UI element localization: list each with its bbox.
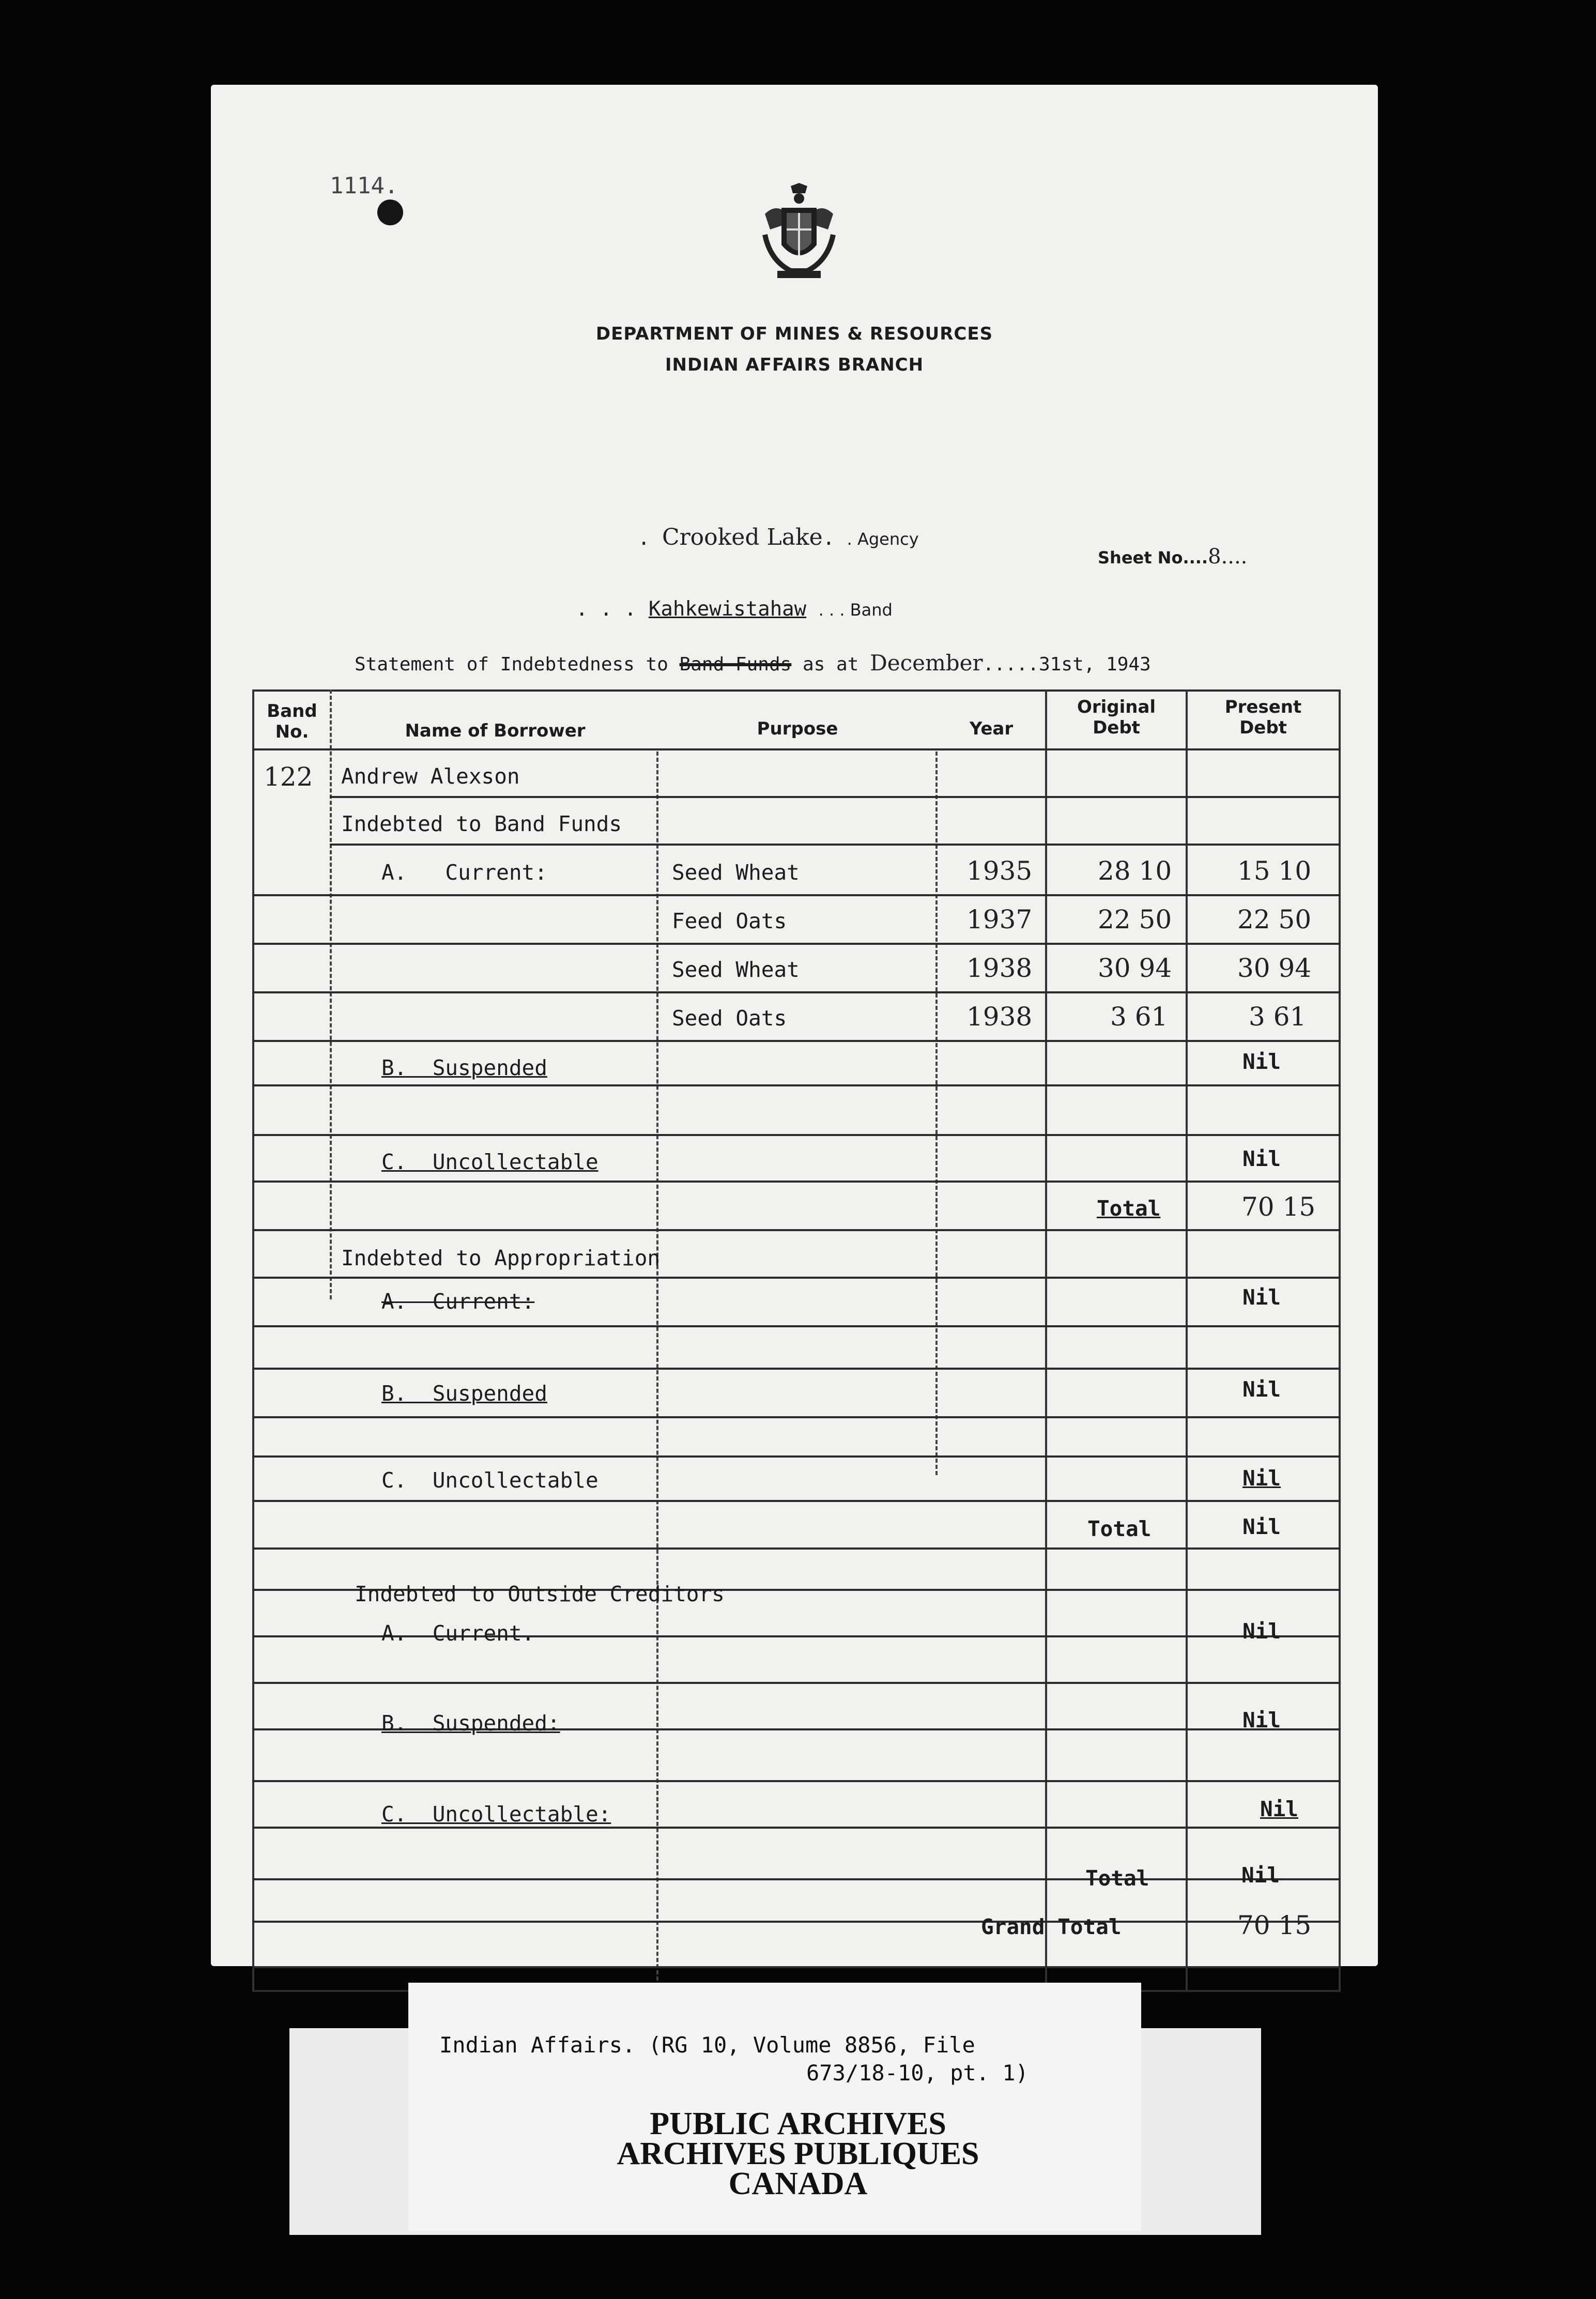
s2-total-label: Total xyxy=(1087,1516,1152,1541)
grand-total-label: Grand Total xyxy=(981,1914,1122,1939)
s1-current-label: A. Current: xyxy=(381,860,547,885)
s2-suspended-label: B. Suspended xyxy=(381,1381,547,1406)
row4-present: 3 61 xyxy=(1249,1002,1307,1032)
document-sheet xyxy=(211,85,1378,1966)
statement-label: Statement of Indebtedness to xyxy=(355,654,668,675)
row1-present: 15 10 xyxy=(1237,856,1312,886)
sheet-label: Sheet No.... xyxy=(1098,548,1208,568)
header-present-debt: Present Debt xyxy=(1224,697,1302,738)
row-line xyxy=(252,991,1341,993)
row-line xyxy=(252,1325,1341,1327)
source-citation-line2: 673/18-10, pt. 1) xyxy=(806,2060,1029,2086)
section-band-funds: Indebted to Band Funds xyxy=(341,811,622,836)
band-number: 122 xyxy=(264,762,313,792)
row3-original: 30 94 xyxy=(1098,953,1172,983)
row1-year: 1935 xyxy=(966,856,1033,886)
row2-original: 22 50 xyxy=(1098,905,1172,934)
row1-original: 28 10 xyxy=(1098,856,1172,886)
row-line xyxy=(252,1878,1341,1880)
agency-name: Crooked Lake xyxy=(662,524,823,550)
grand-total-value: 70 15 xyxy=(1237,1910,1312,1940)
s3-suspended-value: Nil xyxy=(1242,1708,1281,1733)
row2-year: 1937 xyxy=(966,905,1033,934)
row-line xyxy=(252,1500,1341,1502)
section-appropriation: Indebted to Appropriation xyxy=(341,1246,661,1270)
s3-total-label: Total xyxy=(1085,1866,1149,1891)
table-border-left xyxy=(252,689,254,1992)
public-archives-line1: PUBLIC ARCHIVES xyxy=(650,2106,946,2141)
s3-current-value: Nil xyxy=(1242,1619,1281,1644)
s1-uncollectable-value: Nil xyxy=(1242,1146,1281,1171)
s3-total-value: Nil xyxy=(1241,1863,1280,1888)
row-line xyxy=(252,1181,1341,1183)
header-purpose: Purpose xyxy=(757,718,838,739)
row-line xyxy=(252,1921,1341,1923)
row-line xyxy=(252,943,1341,945)
header-year: Year xyxy=(969,718,1014,739)
sheet-number xyxy=(1098,545,1247,569)
file-reference: 1114. xyxy=(330,173,398,199)
col-sep-band xyxy=(330,689,332,1299)
section-outside-creditors: Indebted to Outside Creditors xyxy=(355,1582,725,1606)
s3-current-label: A. Current. xyxy=(381,1621,535,1646)
s2-current-label: A. Current: xyxy=(381,1289,535,1314)
s2-uncollectable-label: C. Uncollectable xyxy=(381,1468,598,1493)
row-line xyxy=(252,1229,1341,1231)
s2-current-value: Nil xyxy=(1242,1285,1281,1310)
coat-of-arms-icon xyxy=(755,183,843,281)
header-original-debt: Original Debt xyxy=(1077,697,1156,738)
agency-line: . Crooked Lake. . Agency xyxy=(638,524,919,550)
col-sep-present xyxy=(1186,689,1188,1992)
row4-purpose: Seed Oats xyxy=(672,1006,787,1031)
row-line xyxy=(252,1547,1341,1550)
sheet-value: 8.... xyxy=(1208,545,1248,569)
row-line xyxy=(252,1277,1341,1279)
s2-total-value: Nil xyxy=(1242,1514,1281,1539)
s1-total-value: 70 15 xyxy=(1241,1192,1316,1222)
band-name: Kahkewistahaw xyxy=(648,597,807,621)
row-line xyxy=(252,1682,1341,1684)
row-line xyxy=(252,1084,1341,1086)
statement-struck: Band Funds xyxy=(679,654,792,675)
s1-total-label: Total xyxy=(1097,1196,1161,1221)
agency-label: . Agency xyxy=(847,529,919,549)
row-line xyxy=(252,894,1341,896)
s1-suspended-value: Nil xyxy=(1242,1049,1281,1074)
row-line xyxy=(330,796,1341,798)
statement-as-at: as at xyxy=(803,654,859,675)
department-heading: DEPARTMENT OF MINES & RESOURCES xyxy=(595,324,993,344)
row-line xyxy=(252,1827,1341,1829)
table-border-right xyxy=(1339,689,1341,1992)
row3-present: 30 94 xyxy=(1237,953,1312,983)
s3-suspended-label: B. Suspended: xyxy=(381,1711,560,1736)
row-line xyxy=(252,1966,1341,1968)
row-line xyxy=(252,1040,1341,1042)
borrower-name: Andrew Alexson xyxy=(341,764,520,789)
source-citation-line1: Indian Affairs. (RG 10, Volume 8856, File xyxy=(439,2032,975,2058)
statement-month: December xyxy=(870,650,983,676)
statement-date: .....31st, 1943 xyxy=(983,654,1151,675)
punch-hole xyxy=(377,200,403,225)
col-sep-original xyxy=(1045,689,1047,1992)
s3-uncollectable-value: Nil xyxy=(1260,1797,1299,1821)
row2-purpose: Feed Oats xyxy=(672,909,787,933)
row1-purpose: Seed Wheat xyxy=(672,860,800,885)
s3-uncollectable-label: C. Uncollectable: xyxy=(381,1802,611,1827)
row-line xyxy=(252,1455,1341,1458)
band-line: . . . Kahkewistahaw . . . Band xyxy=(576,597,893,621)
row-line xyxy=(252,1780,1341,1782)
row-line xyxy=(252,1416,1341,1418)
s1-suspended-label: B. Suspended xyxy=(381,1055,547,1080)
row-line xyxy=(252,748,1341,750)
row4-original: 3 61 xyxy=(1110,1002,1168,1032)
header-band-no: Band No. xyxy=(267,701,317,742)
s1-uncollectable-label: C. Uncollectable xyxy=(381,1150,598,1174)
row-line xyxy=(252,1368,1341,1370)
row2-present: 22 50 xyxy=(1237,905,1312,934)
row3-purpose: Seed Wheat xyxy=(672,957,800,982)
band-label: . . . Band xyxy=(818,600,893,620)
row3-year: 1938 xyxy=(966,953,1033,983)
s2-uncollectable-value: Nil xyxy=(1242,1466,1281,1491)
header-borrower: Name of Borrower xyxy=(405,721,586,741)
s2-suspended-value: Nil xyxy=(1242,1377,1281,1402)
public-archives-line3: CANADA xyxy=(728,2166,868,2201)
branch-heading: INDIAN AFFAIRS BRANCH xyxy=(665,355,924,375)
row-line xyxy=(252,1134,1341,1136)
statement-line xyxy=(355,650,1151,676)
row4-year: 1938 xyxy=(966,1002,1033,1032)
table-border-top xyxy=(252,689,1341,692)
public-archives-line2: ARCHIVES PUBLIQUES xyxy=(617,2136,979,2171)
col-sep-year xyxy=(935,752,938,1475)
row-line xyxy=(330,844,1341,846)
